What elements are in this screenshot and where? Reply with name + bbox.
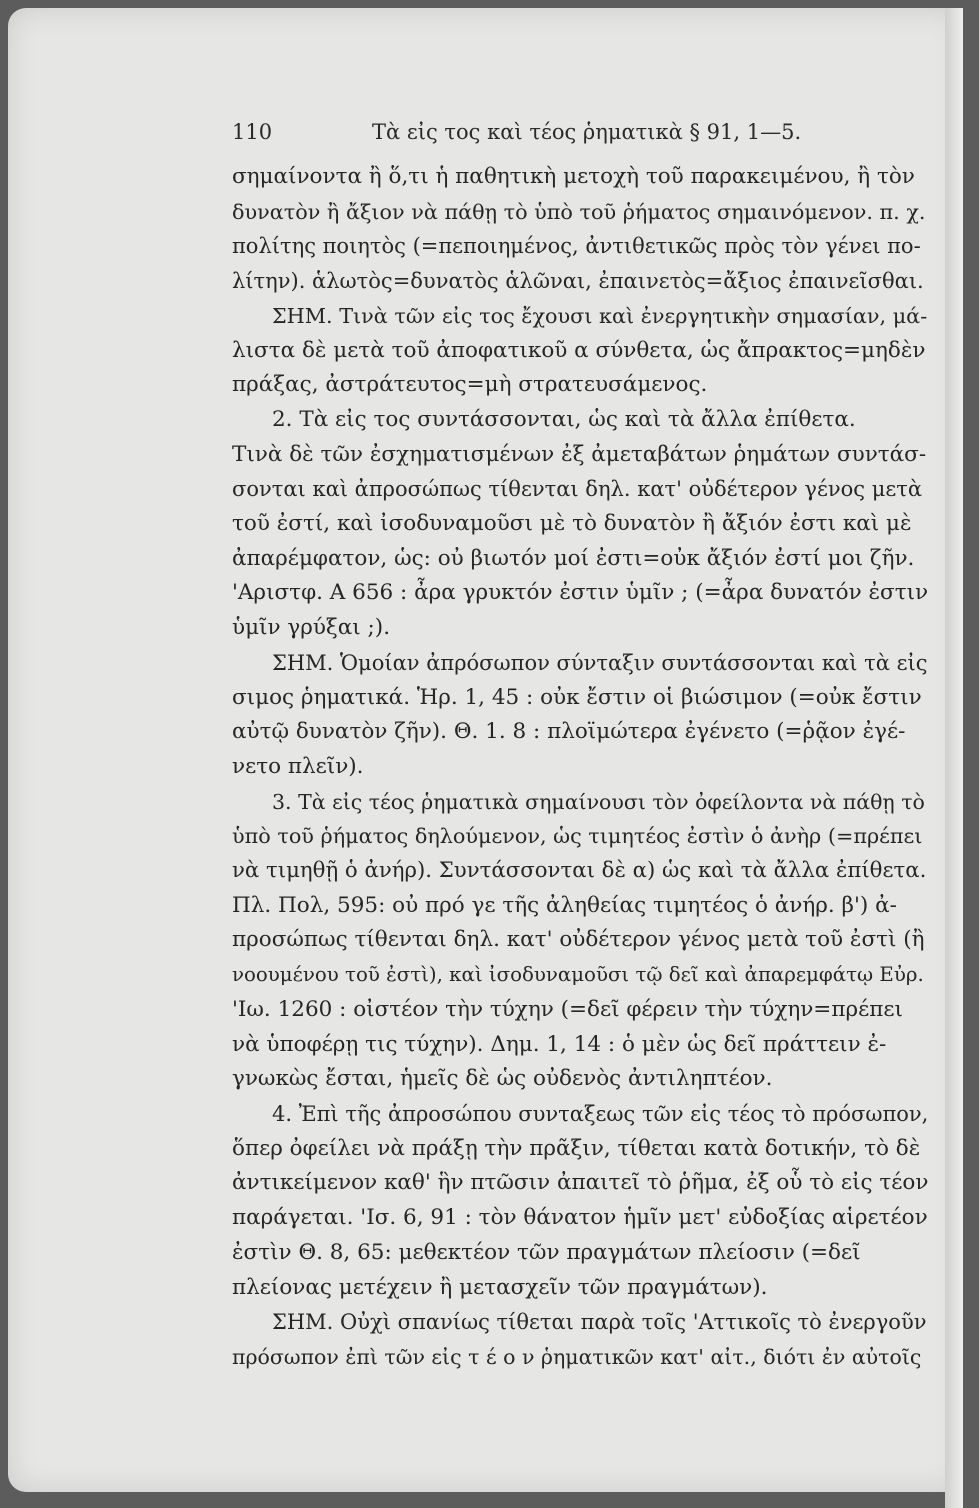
text-line: ΣΗΜ. Οὐχὶ σπανίως τίθεται παρὰ τοῖς 'Αττικοῖς τὸ ἐνεργοῦν [272, 1310, 927, 1335]
text-line: σιμος ῥηματικά. Ἡρ. 1, 45 : οὐκ ἔστιν οἱ βιώσιμον (=οὐκ ἔστιν [232, 684, 922, 710]
text-line: ΣΗΜ. Τινὰ τῶν εἰς τος ἔχουσι καὶ ἐνεργητικὴν σημασίαν, μά- [272, 303, 928, 328]
text-line: νὰ τιμηθῇ ὁ ἀνήρ). Συντάσσονται δὲ α) ὡς καὶ τὰ ἄλλα ἐπίθετα. [232, 858, 927, 884]
text-line: ἐστὶν Θ. 8, 65: μεθεκτέον τῶν πραγμάτων πλείοσιν (=δεῖ [232, 1239, 861, 1265]
running-title: Τὰ εἰς τος καὶ τέος ῥηματικὰ § 91, 1—5. [372, 120, 802, 144]
text-line: Πλ. Πολ, 595: οὐ πρό γε τῆς ἀληθείας τιμητέος ὁ ἀνήρ. β') ἀ- [232, 892, 897, 918]
text-line: νετο πλεῖν). [232, 753, 364, 779]
text-line: πράξας, ἀστράτευτος=μὴ στρατευσάμενος. [232, 372, 708, 398]
text-line: νοουμένου τοῦ ἐστὶ), καὶ ἰσοδυναμοῦσι τῷ δεῖ καὶ ἀπαρεμφάτῳ Εὐρ. [232, 963, 924, 987]
text-line: νὰ ὑποφέρῃ τις τύχην). Δημ. 1, 14 : ὁ μὲν ὡς δεῖ πράττειν ἐ- [232, 1031, 887, 1057]
text-line: 'Ιω. 1260 : οἰστέον τὴν τύχην (=δεῖ φέρειν τὴν τύχην=πρέπει [232, 996, 903, 1022]
text-line: αὐτῷ δυνατὸν ζῆν). Θ. 1. 8 : πλοϊμώτερα ἐγένετο (=ῥᾷον ἐγέ- [232, 719, 906, 745]
text-line: 3. Τὰ εἰς τέος ῥηματικὰ σημαίνουσι τὸν ὀφείλοντα νὰ πάθῃ τὸ [272, 789, 925, 814]
text-line: παράγεται. 'Ισ. 6, 91 : τὸν θάνατον ἡμῖν μετ' εὐδοξίας αἱρετέον [232, 1205, 928, 1231]
text-line: 2. Τὰ εἰς τος συντάσσονται, ὡς καὶ τὰ ἄλλα ἐπίθετα. [272, 406, 856, 432]
text-line: 'Αριστφ. Α 656 : ἆρα γρυκτόν ἐστιν ὑμῖν ; (=ἆρα δυνατόν ἐστιν [232, 580, 929, 606]
text-line: Τινὰ δὲ τῶν ἐσχηματισμένων ἐξ ἀμεταβάτων ῥημάτων συντάσ- [232, 441, 927, 467]
page-body [232, 160, 928, 1375]
text-line: ΣΗΜ. Ὁμοίαν ἀπρόσωπον σύνταξιν συντάσσονται καὶ τὰ εἰς [272, 650, 928, 675]
text-line: ἀπαρέμφατον, ὡς: οὐ βιωτόν μοί ἐστι=οὐκ ἄξιόν ἐστί μοι ζῆν. [232, 545, 915, 571]
text-line: λιστα δὲ μετὰ τοῦ ἀποφατικοῦ α σύνθετα, ὡς ἄπρακτος=μηδὲν [232, 337, 926, 363]
text-line: ὅπερ ὀφείλει νὰ πράξῃ τὴν πρᾶξιν, τίθεται κατὰ δοτικήν, τὸ δὲ [232, 1135, 921, 1161]
text-line: γνωκὼς ἔσται, ἡμεῖς δὲ ὡς οὐδενὸς ἀντιληπτέον. [232, 1066, 773, 1092]
text-line: δυνατὸν ἢ ἄξιον νὰ πάθῃ τὸ ὑπὸ τοῦ ῥήματος σημαινόμενον. π. χ. [232, 199, 926, 224]
text-line: πρόσωπον ἐπὶ τῶν εἰς τ έ ο ν ῥηματικῶν κατ' αἰτ., διότι ἐν αὐτοῖς [232, 1344, 922, 1369]
text-line: προσώπως τίθενται δηλ. κατ' οὐδέτερον γένος μετὰ τοῦ ἐστὶ (ἢ [232, 927, 925, 953]
text-line: ἀντικείμενον καθ' ἣν πτῶσιν ἀπαιτεῖ τὸ ῥῆμα, ἐξ οὗ τὸ εἰς τέον [232, 1170, 929, 1196]
text-line: σονται καὶ ἀπροσώπως τίθενται δηλ. κατ' οὐδέτερον γένος μετὰ [232, 477, 923, 502]
text-line: ὑμῖν γρύξαι ;). [232, 615, 391, 641]
text-line: τοῦ ἐστί, καὶ ἰσοδυναμοῦσι μὲ τὸ δυνατὸν ἢ ἄξιόν ἐστι καὶ μὲ [232, 511, 912, 537]
page-edge [945, 8, 963, 1508]
text-line: πλείονας μετέχειν ἢ μετασχεῖν τῶν πραγμάτων). [232, 1274, 768, 1300]
text-line: πολίτης ποιητὸς (=πεποιημένος, ἀντιθετικῶς πρὸς τὸν γένει πο- [232, 234, 921, 259]
text-line: λίτην). ἁλωτὸς=δυνατὸς ἁλῶναι, ἐπαινετὸς=ἄξιος ἐπαινεῖσθαι. [232, 269, 924, 294]
text-line: ὑπὸ τοῦ ῥήματος δηλούμενον, ὡς τιμητέος ἐστὶν ὁ ἀνὴρ (=πρέπει [232, 824, 923, 849]
text-line: σημαίνοντα ἢ ὅ,τι ἡ παθητικὴ μετοχὴ τοῦ παρακειμένου, ἢ τὸν [232, 164, 915, 189]
page-number: 110 [232, 120, 273, 144]
text-line: 4. Ἐπὶ τῆς ἀπροσώπου συνταξεως τῶν εἰς τέος τὸ πρόσωπον, [272, 1101, 929, 1126]
